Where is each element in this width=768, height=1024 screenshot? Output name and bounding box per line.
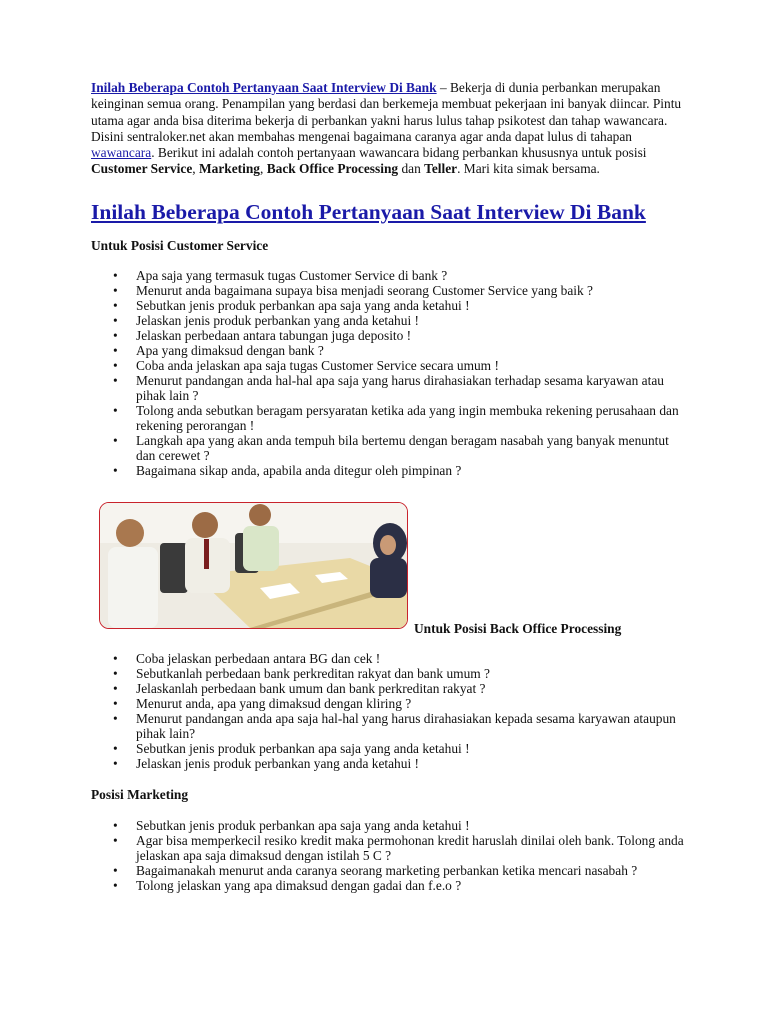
customer-service-questions bbox=[91, 268, 691, 478]
intro-text: . Mari kita simak bersama. bbox=[457, 161, 600, 177]
list-item: • Bagaimanakah menurut anda caranya seorang marketing perbankan ketika mencari nasabah ? bbox=[91, 863, 691, 878]
list-item: • Coba jelaskan perbedaan antara BG dan cek ! bbox=[91, 651, 691, 666]
list-item: • Jelaskan perbedaan antara tabungan juga deposito ! bbox=[91, 328, 691, 343]
list-item: • Apa yang dimaksud dengan bank ? bbox=[91, 343, 691, 358]
list-item: • Jelaskan jenis produk perbankan yang anda ketahui ! bbox=[91, 756, 691, 771]
list-item: • Tolong anda sebutkan beragam persyaratan ketika ada yang ingin membuka rekening perusahaan dan rekening perorangan ! bbox=[91, 403, 691, 433]
back-office-questions bbox=[91, 651, 691, 771]
section-title-back-office: Untuk Posisi Back Office Processing bbox=[414, 621, 622, 636]
list-item: • Menurut anda, apa yang dimaksud dengan kliring ? bbox=[91, 696, 691, 711]
list-item: • Menurut pandangan anda hal-hal apa saja yang harus dirahasiakan terhadap sesama karyawan atau pihak lain ? bbox=[91, 373, 691, 403]
list-item: • Menurut pandangan anda apa saja hal-hal yang harus dirahasiakan kepada sesama karyawan ataupun pihak lain? bbox=[91, 711, 691, 741]
list-item: • Sebutkan jenis produk perbankan apa saja yang anda ketahui ! bbox=[91, 298, 691, 313]
page-heading-link[interactable]: Inilah Beberapa Contoh Pertanyaan Saat Interview Di Bank bbox=[91, 200, 646, 224]
intro-paragraph: Inilah Beberapa Contoh Pertanyaan Saat Interview Di Bank – Bekerja di dunia perbankan merupakan keinginan semua orang. Penampilan yang berdasi dan berkemeja membuat pekerjaan ini banyak diincar. Pintu utama agar anda bisa diterima bekerja di perbankan yakni harus lulus tahap psikotest dan tahap wawancara. Disini sentraloker.net akan membahas mengenai bagaimana caranya agar anda dapat lulus di tahapan wawancara. Berikut ini adalah contoh pertanyaan wawancara bidang perbankan khususnya untuk posisi Customer Service, Marketing, Back Office Processing dan Teller. Mari kita simak bersama. bbox=[91, 80, 682, 177]
intro-text: – Bekerja di dunia perbankan merupakan keinginan semua orang. Penampilan yang berdasi dan berkemeja membuat pekerjaan ini banyak diincar. Pintu utama agar anda bisa diterima bekerja di perbankan yakni harus lulus tahap psikotest dan tahap wawancara. Disini sentraloker.net akan membahas mengenai bagaimana caranya agar anda dapat lulus di tahapan bbox=[91, 80, 682, 144]
list-item: • Sebutkanlah perbedaan bank perkreditan rakyat dan bank umum ? bbox=[91, 666, 691, 681]
interview-photo bbox=[99, 502, 408, 629]
list-item: • Apa saja yang termasuk tugas Customer Service di bank ? bbox=[91, 268, 691, 283]
list-item: • Agar bisa memperkecil resiko kredit maka permohonan kredit haruslah dinilai oleh bank. Tolong anda jelaskan apa saja dimaksud dengan istilah 5 C ? bbox=[91, 833, 691, 863]
list-item: • Jelaskanlah perbedaan bank umum dan bank perkreditan rakyat ? bbox=[91, 681, 691, 696]
list-item: • Coba anda jelaskan apa saja tugas Customer Service secara umum ! bbox=[91, 358, 691, 373]
intro-title-link[interactable]: Inilah Beberapa Contoh Pertanyaan Saat Interview Di Bank bbox=[91, 80, 437, 95]
list-item: • Langkah apa yang akan anda tempuh bila bertemu dengan beragam nasabah yang banyak menuntut dan cerewet ? bbox=[91, 433, 691, 463]
list-item: • Bagaimana sikap anda, apabila anda ditegur oleh pimpinan ? bbox=[91, 463, 691, 478]
bold-customer-service: Customer Service bbox=[91, 161, 193, 177]
list-item: • Tolong jelaskan yang apa dimaksud dengan gadai dan f.e.o ? bbox=[91, 878, 691, 893]
interview-photo-illustration bbox=[100, 503, 407, 628]
section-title-customer-service: Untuk Posisi Customer Service bbox=[91, 238, 269, 253]
list-item: • Menurut anda bagaimana supaya bisa menjadi seorang Customer Service yang baik ? bbox=[91, 283, 691, 298]
intro-text: . Berikut ini adalah contoh pertanyaan wawancara bidang perbankan khususnya untuk posisi bbox=[151, 145, 647, 161]
list-item: • Sebutkan jenis produk perbankan apa saja yang anda ketahui ! bbox=[91, 741, 691, 756]
list-item: • Sebutkan jenis produk perbankan apa saja yang anda ketahui ! bbox=[91, 818, 691, 833]
section-title-marketing: Posisi Marketing bbox=[91, 787, 189, 802]
wawancara-link[interactable]: wawancara bbox=[91, 145, 152, 161]
list-item: • Jelaskan jenis produk perbankan yang anda ketahui ! bbox=[91, 313, 691, 328]
bold-back-office: Back Office Processing bbox=[266, 161, 399, 177]
marketing-questions bbox=[91, 818, 691, 893]
bold-teller: Teller bbox=[424, 161, 458, 177]
bold-marketing: Marketing bbox=[198, 161, 260, 177]
